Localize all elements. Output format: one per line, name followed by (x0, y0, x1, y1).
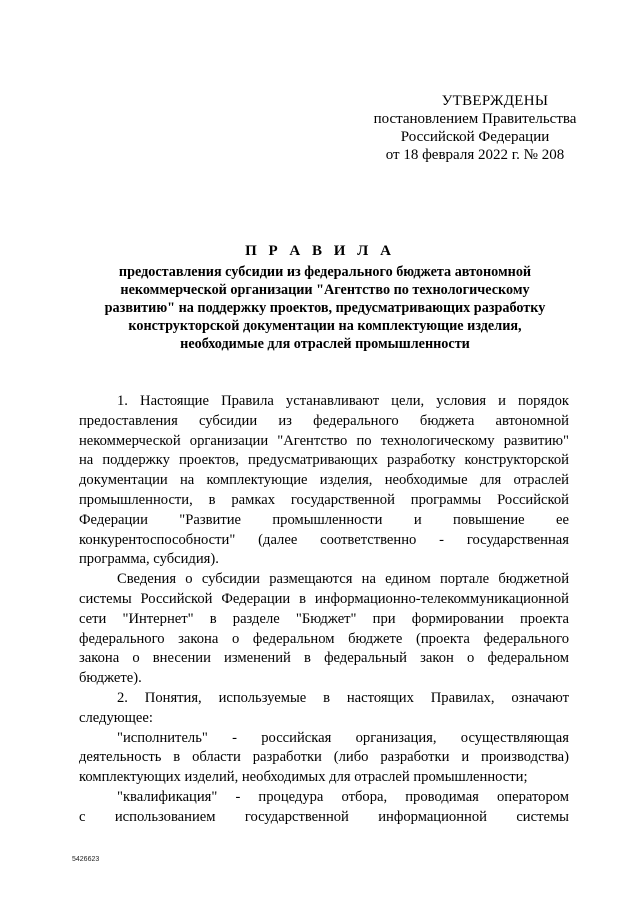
body-line: некоммерческой организации "Агентство по технологическому развитию" (79, 432, 569, 449)
body-line: конкурентоспособности" (далее соответственно - государственная (79, 531, 569, 548)
body-line: программа, субсидия). (79, 551, 219, 568)
document-title: П Р А В И Л А (245, 243, 395, 259)
subtitle-line: конструкторской документации на комплектующие изделия, (128, 318, 522, 334)
subtitle-line: некоммерческой организации "Агентство по технологическому (120, 282, 530, 298)
approval-line-2: Российской Федерации (400, 129, 550, 145)
body-line: "исполнитель" - российская организация, осуществляющая (117, 729, 569, 746)
body-line: бюджете). (79, 670, 142, 687)
subtitle-line: развитию" на поддержку проектов, предусматривающих разработку (104, 300, 546, 316)
body-line: федерального закона о федеральном бюджете (проекта федерального (79, 630, 569, 647)
body-line: документации на комплектующие изделия, необходимые для отраслей (79, 472, 569, 489)
subtitle-line: предоставления субсидии из федерального бюджета автономной (118, 264, 532, 280)
body-line: деятельность в области разработки (либо разработки и производства) (79, 749, 569, 766)
body-line: промышленности, в рамках государственной программы Российской (79, 491, 569, 508)
approval-line-1: постановлением Правительства (373, 111, 577, 127)
body-line: закона о внесении изменений в федеральный закон о федеральном (79, 650, 569, 667)
approval-block (340, 92, 610, 164)
body-line: с использованием государственной информационной системы (79, 808, 569, 825)
approval-line-3: от 18 февраля 2022 г. № 208 (385, 147, 565, 163)
body-line: следующее: (79, 709, 153, 726)
document-subtitle (70, 263, 580, 353)
subtitle-line: необходимые для отраслей промышленности (180, 336, 470, 352)
body-line: комплектующих изделий, необходимых для отраслей промышленности; (79, 769, 528, 786)
body-line: Федерации "Развитие промышленности и повышение ее (79, 511, 569, 528)
body-line: на поддержку проектов, предусматривающих разработку конструкторской (79, 452, 569, 469)
body-line: "квалификация" - процедура отбора, проводимая оператором (117, 788, 569, 805)
approval-heading: УТВЕРЖДЕНЫ (441, 93, 549, 109)
body-line: Сведения о субсидии размещаются на едином портале бюджетной (117, 571, 569, 588)
body-line: системы Российской Федерации в информационно-телекоммуникационной (79, 590, 569, 607)
body-line: сети "Интернет" в разделе "Бюджет" при формировании проекта (79, 610, 569, 627)
document-body (79, 392, 569, 828)
body-line: 2. Понятия, используемые в настоящих Правилах, означают (117, 689, 569, 706)
body-line: 1. Настоящие Правила устанавливают цели, условия и порядок (117, 393, 569, 409)
document-code: 5426623 (72, 856, 100, 863)
body-line: предоставления субсидии из федерального бюджета автономной (79, 412, 569, 429)
